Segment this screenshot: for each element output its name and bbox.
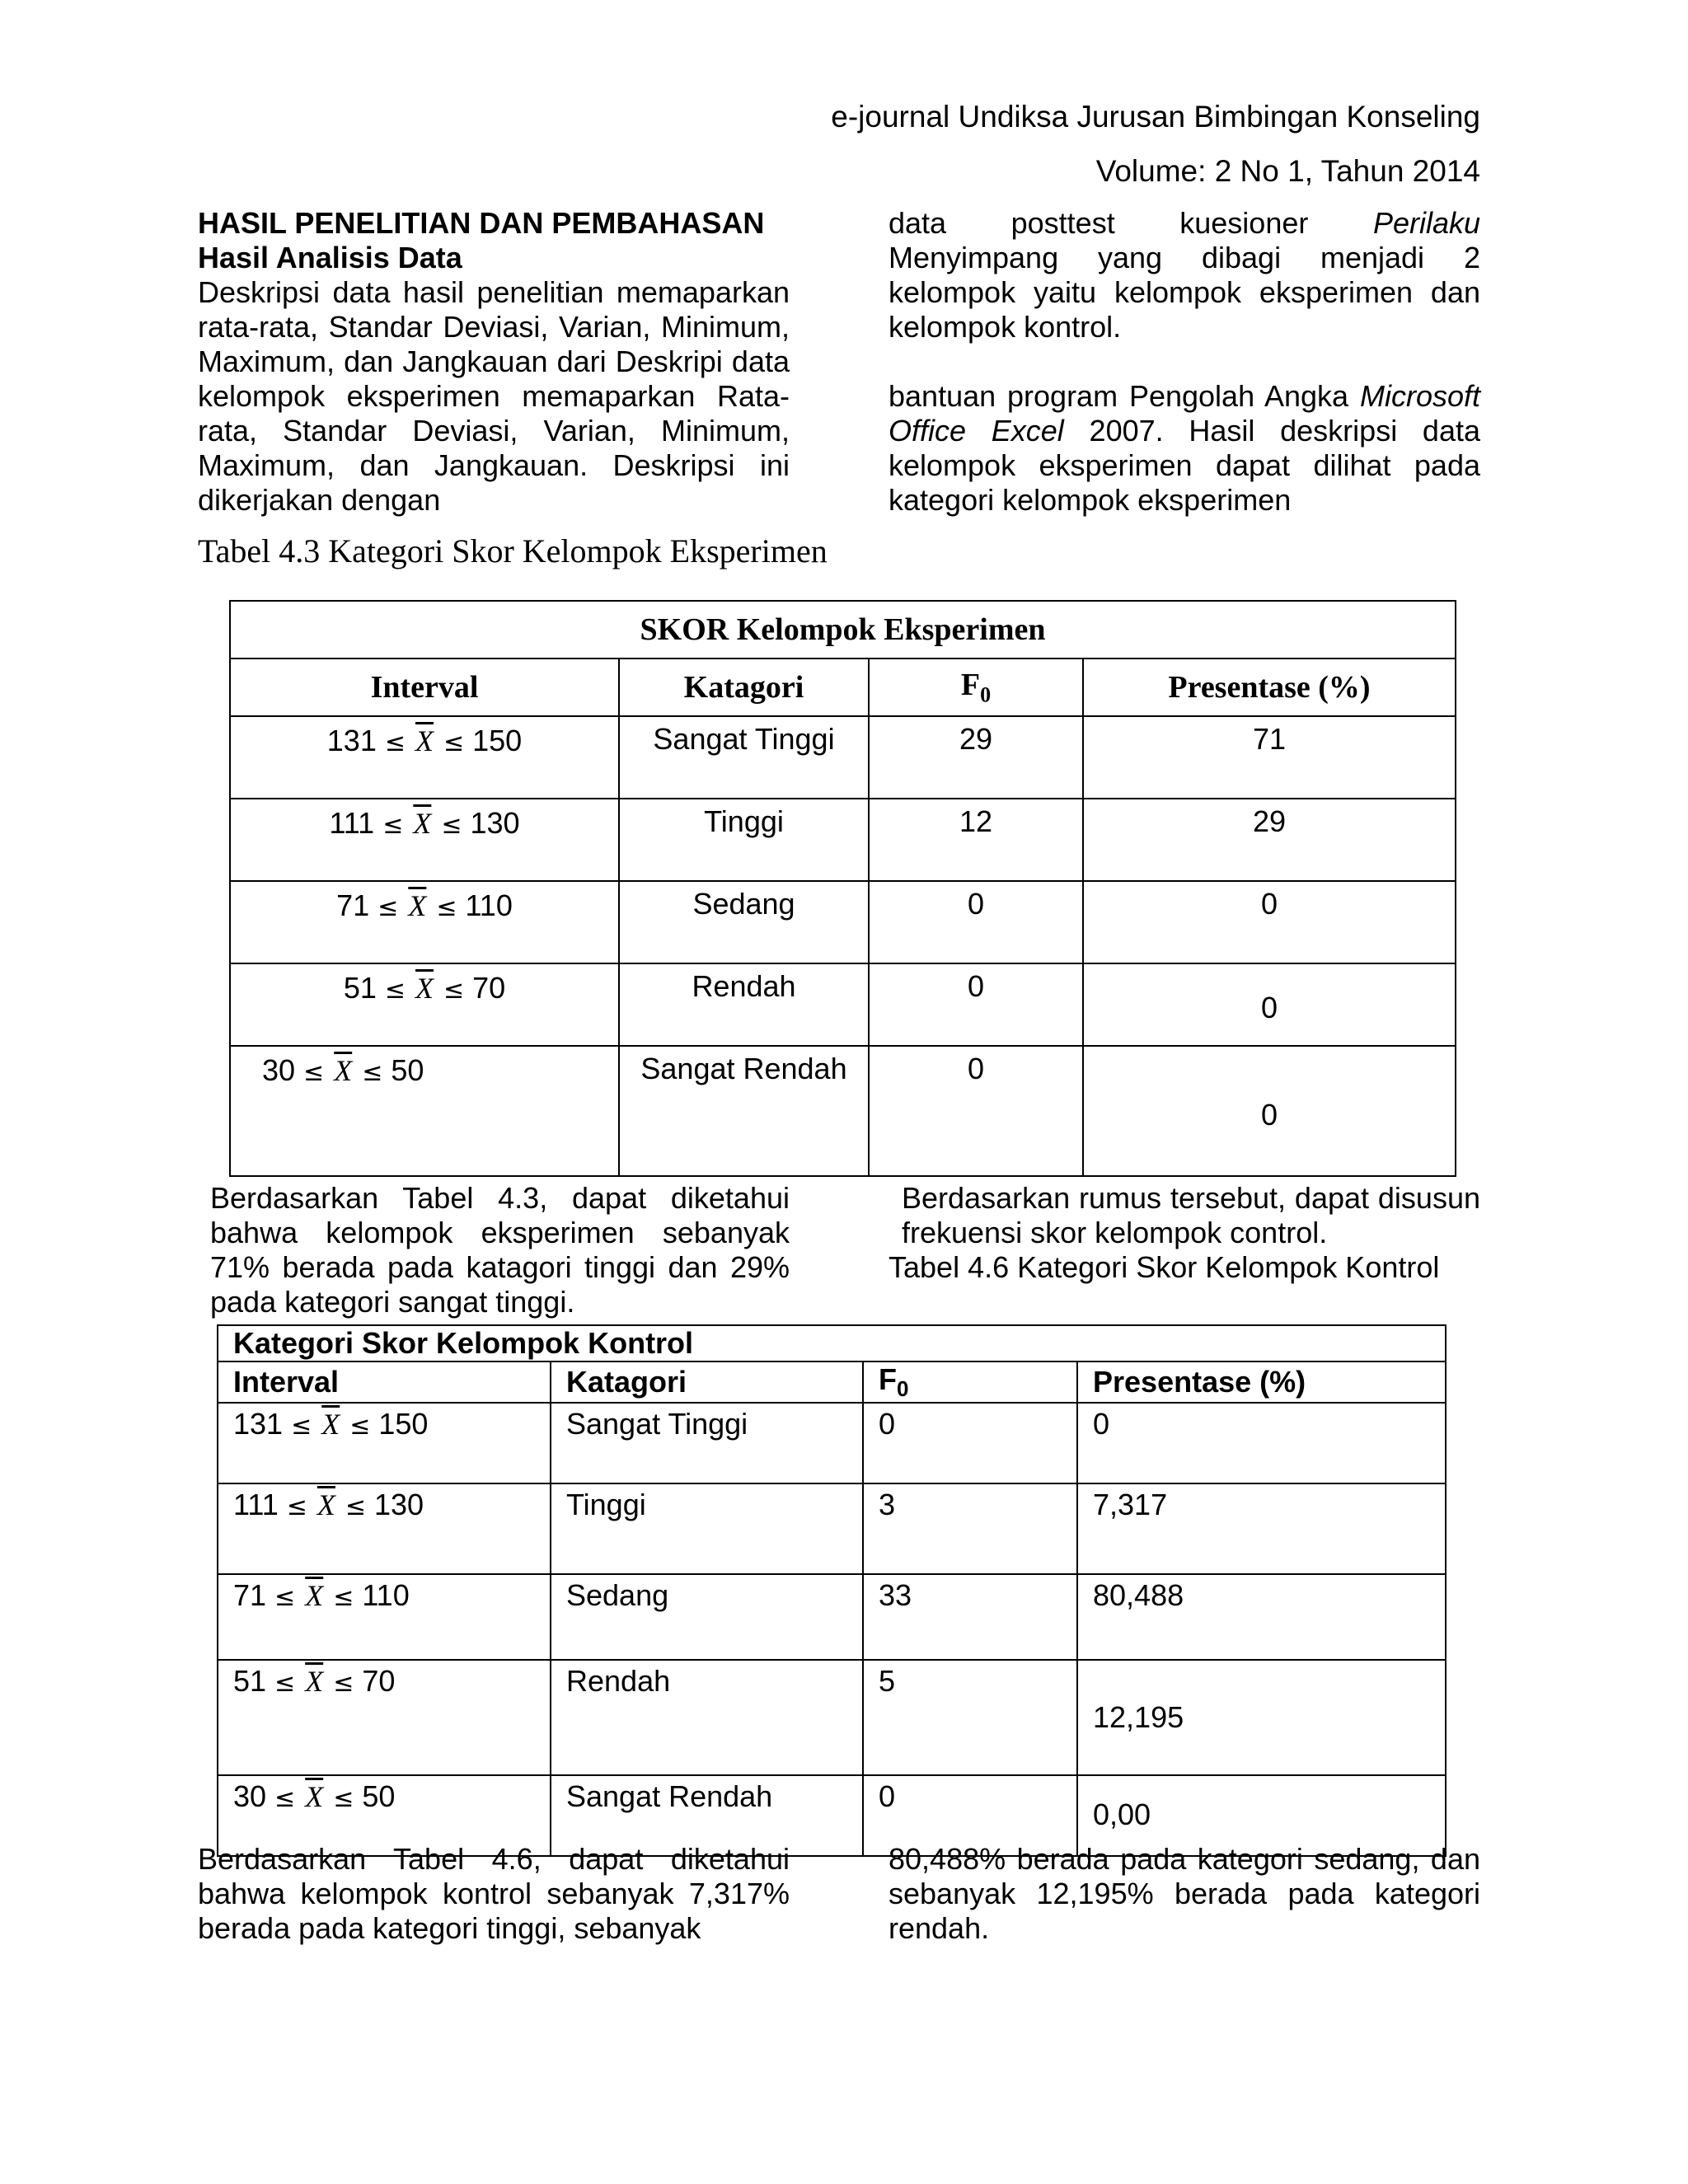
column-header: Katagori	[551, 1361, 863, 1403]
percentage-cell: 29	[1083, 799, 1456, 881]
subsection-heading: Hasil Analisis Data	[198, 241, 462, 274]
interval-cell: $30 \le \overline{X} \le 50$	[218, 1775, 551, 1856]
percentage-cell: 0,00	[1077, 1775, 1446, 1856]
paragraph: Deskripsi data hasil penelitian memaparkan rata-rata, Standar Deviasi, Varian, Minimum, Maximum, dan Jangkauan dari Deskripi data kelompok eksperimen memaparkan Rata-rata, Standar Deviasi, Varian, Minimum, Maximum, dan Jangkauan. Deskripsi ini dikerjakan dengan	[198, 275, 790, 517]
percentage-cell: 80,488	[1077, 1574, 1446, 1660]
column-header: $F_0$	[863, 1361, 1077, 1403]
left-column	[198, 206, 790, 518]
table-title: SKOR Kelompok Eksperimen	[230, 601, 1456, 658]
percentage-cell: 7,317	[1077, 1483, 1446, 1574]
percentage-cell: 0	[1083, 963, 1456, 1046]
column-header: Interval	[230, 658, 619, 716]
percentage-cell: 0	[1083, 1046, 1456, 1176]
frequency-cell: 12	[869, 799, 1083, 881]
paragraph: 80,488% berada pada kategori sedang, dan sebanyak 12,195% berada pada kategori rendah.	[889, 1842, 1480, 1945]
table-caption: Tabel 4.3 Kategori Skor Kelompok Eksperimen	[198, 532, 828, 569]
right-column	[889, 206, 1480, 518]
category-cell: Sangat Rendah	[619, 1046, 869, 1176]
frequency-cell: 0	[869, 963, 1083, 1046]
category-cell: Sedang	[619, 881, 869, 963]
category-cell: Rendah	[619, 963, 869, 1046]
section-heading: HASIL PENELITIAN DAN PEMBAHASAN	[198, 206, 765, 240]
column-header: Interval	[218, 1361, 551, 1403]
paragraph: data posttest kuesioner Perilaku Menyimpang yang dibagi menjadi 2 kelompok yaitu kelompok eksperimen dan kelompok kontrol.	[889, 206, 1480, 344]
category-cell: Tinggi	[551, 1483, 863, 1574]
table-row	[230, 799, 1456, 881]
category-cell: Sangat Rendah	[551, 1775, 863, 1856]
category-cell: Sedang	[551, 1574, 863, 1660]
journal-volume: Volume: 2 No 1, Tahun 2014	[1095, 154, 1480, 188]
frequency-cell: 5	[863, 1660, 1077, 1775]
table-title: Kategori Skor Kelompok Kontrol	[218, 1325, 1446, 1361]
table-row	[218, 1660, 1446, 1775]
paragraph: bantuan program Pengolah Angka Microsoft Office Excel 2007. Hasil deskripsi data kelompok eksperimen dapat dilihat pada kategori kelompok eksperimen	[889, 379, 1481, 517]
percentage-cell: 71	[1083, 716, 1456, 799]
interval-cell: $71 \le \overline{X} \le 110$	[230, 881, 619, 963]
interval-cell: $131 \le \overline{X} \le 150$	[230, 716, 619, 799]
interval-cell: $131 \le \overline{X} \le 150$	[218, 1403, 551, 1483]
table-row	[230, 881, 1456, 963]
category-cell: Rendah	[551, 1660, 863, 1775]
frequency-cell: 0	[869, 881, 1083, 963]
category-cell: Sangat Tinggi	[551, 1403, 863, 1483]
column-header: Katagori	[619, 658, 869, 716]
interval-cell: $111 \le \overline{X} \le 130$	[218, 1483, 551, 1574]
right-column	[889, 1842, 1480, 1946]
interval-cell: $51 \le \overline{X} \le 70$	[218, 1660, 551, 1775]
frequency-cell: 33	[863, 1574, 1077, 1660]
column-header: Presentase (%)	[1077, 1361, 1446, 1403]
interval-cell: $71 \le \overline{X} \le 110$	[218, 1574, 551, 1660]
table-row	[230, 1046, 1456, 1176]
table-row	[218, 1483, 1446, 1574]
left-column	[198, 1842, 790, 1946]
percentage-cell: 0	[1077, 1403, 1446, 1483]
paragraph: Berdasarkan Tabel 4.3, dapat diketahui bahwa kelompok eksperimen sebanyak 71% berada pada katagori tinggi dan 29% pada kategori sangat tinggi.	[210, 1181, 790, 1319]
frequency-cell: 0	[863, 1403, 1077, 1483]
category-cell: Sangat Tinggi	[619, 716, 869, 799]
interval-cell: $30 \le \overline{X} \le 50$	[230, 1046, 619, 1176]
table-caption: Tabel 4.6 Kategori Skor Kelompok Kontrol	[889, 1250, 1440, 1284]
frequency-cell: 3	[863, 1483, 1077, 1574]
paragraph: Berdasarkan Tabel 4.6, dapat diketahui bahwa kelompok kontrol sebanyak 7,317% berada pada kategori tinggi, sebanyak	[198, 1842, 790, 1945]
column-header: $F_0$	[869, 658, 1083, 716]
experiment-score-table	[229, 600, 1456, 1177]
column-header: Presentase (%)	[1083, 658, 1456, 716]
table-row	[218, 1574, 1446, 1660]
interval-cell: $51 \le \overline{X} \le 70$	[230, 963, 619, 1046]
journal-name: e-journal Undiksa Jurusan Bimbingan Konseling	[831, 100, 1480, 134]
interval-cell: $111 \le \overline{X} \le 130$	[230, 799, 619, 881]
frequency-cell: 29	[869, 716, 1083, 799]
control-score-table	[217, 1324, 1447, 1857]
category-cell: Tinggi	[619, 799, 869, 881]
paragraph: Berdasarkan rumus tersebut, dapat disusun frekuensi skor kelompok control.	[902, 1181, 1480, 1249]
left-column	[210, 1181, 790, 1319]
percentage-cell: 12,195	[1077, 1660, 1446, 1775]
percentage-cell: 0	[1083, 881, 1456, 963]
table-row	[230, 963, 1456, 1046]
table-row	[230, 716, 1456, 799]
frequency-cell: 0	[869, 1046, 1083, 1176]
table-row	[218, 1403, 1446, 1483]
right-column	[889, 1181, 1480, 1285]
frequency-cell: 0	[863, 1775, 1077, 1856]
